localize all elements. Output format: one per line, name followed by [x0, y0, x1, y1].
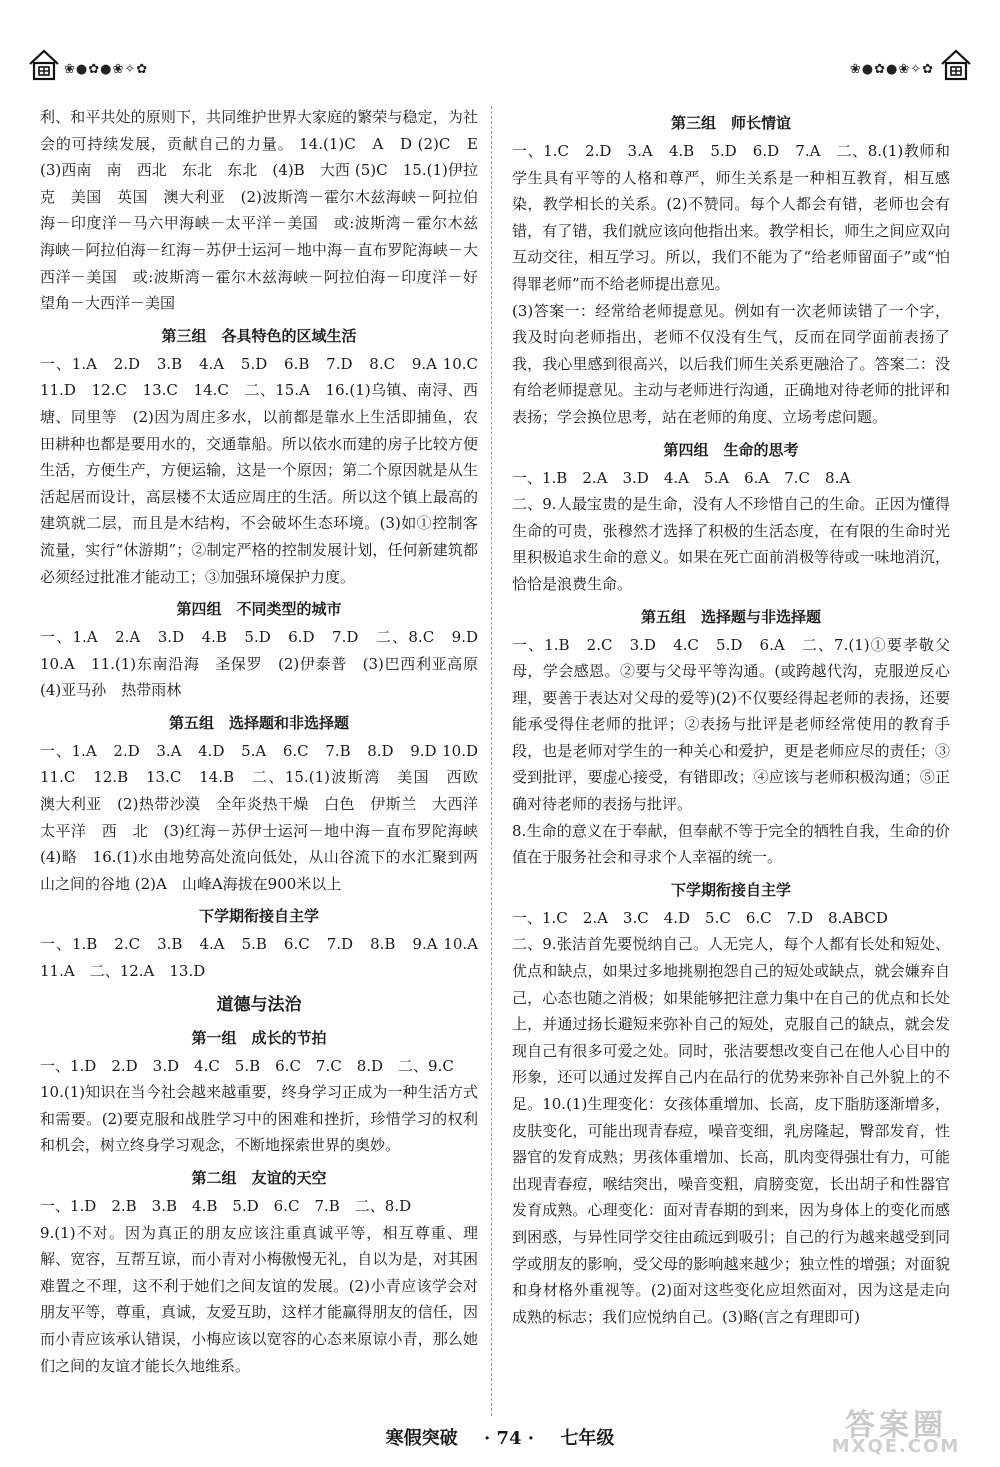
- answer-column-left: [40, 104, 494, 1379]
- answer-paragraph: 8.生命的意义在于奉献，但奉献不等于完全的牺牲自我，生命的价值在于服务社会和寻求个人幸福的统一。: [512, 821, 950, 867]
- section-heading: 第五组 选择题和非选择题: [168, 713, 349, 732]
- answer-paragraph: 一、1.B 2.C 3.B 4.A 5.B 6.C 7.D 8.B 9.A 10.A 11.A 二、12.A 13.D: [40, 935, 494, 981]
- answer-paragraph: 一、1.C 2.D 3.A 4.B 5.D 6.D 7.A 二、8.(1)教师和学生具有平等的人格和尊严，师生关系是一种相互教育，相互感染，教学相长的关系。(2)不赞同。每个人都会有错，老师也会有错，有了错，我们就应该向他指出来。教学相长，师生之间应双向互动交往，相互学习。所以，我们不能为了“给老师留面子”或“怕得罪老师”而不给老师提出意见。: [512, 142, 950, 293]
- column-divider: [491, 106, 492, 1416]
- section-heading: 第一组 成长的节拍: [191, 1028, 327, 1047]
- answer-paragraph: 一、1.A 2.A 3.D 4.B 5.D 6.D 7.D 二、8.C 9.D 10.A 11.(1)东南沿海 圣保罗 (2)伊泰普 (3)巴西利亚高原 (4)亚马孙 热带雨林: [40, 628, 494, 700]
- answer-paragraph: 一、1.B 2.A 3.D 4.A 5.A 6.A 7.C 8.A: [512, 468, 851, 487]
- flower-dots-decoration: ❀●✿●❀✧✿: [849, 62, 934, 77]
- answer-paragraph: 一、1.A 2.D 3.A 4.D 5.A 6.C 7.B 8.D 9.D 10.D 11.C 12.B 13.C 14.B 二、15.(1)波斯湾 美国 西欧 澳大利亚 (2)热带沙漠 全年炎热干燥 白色 伊斯兰 大西洋 太平洋 西 北 (3)红海－苏伊士运河－地中海－直布罗陀海峡 (4)略 16.(1)水由地势高处流向低处，从山谷流下的水汇聚到两山之间的谷地 (2)A 山峰A海拔在900米以上: [40, 741, 494, 893]
- book-title: 寒假突破: [385, 1428, 458, 1449]
- answer-paragraph: 利、和平共处的原则下，共同维护世界大家庭的繁荣与稳定，为社会的可持续发展，贡献自己的力量。 14.(1)C A D (2)C E (3)西南 南 西北 东北 东北 (4)B 大西 (5)C 15.(1)伊拉克 美国 英国 澳大利亚 (2)波斯湾－霍尔木兹海峡－阿拉伯海－印度洋－马六甲海峡－太平洋－美国 或:波斯湾－霍尔木兹海峡－阿拉伯海－红海－苏伊士运河－地中海－直布罗陀海峡－大西洋－美国 或:波斯湾－霍尔木兹海峡－阿拉伯海－印度洋－好望角－大西洋－美国: [40, 108, 494, 313]
- answer-paragraph: 一、1.B 2.C 3.D 4.C 5.D 6.A 二、7.(1)①要孝敬父母，学会感恩。②要与父母平等沟通。(或跨越代沟，克服逆反心理，要善于表达对父母的爱等)(2)不仅要经得起老师的表扬，还要能承受得住老师的批评；②表扬与批评是老师经常使用的教育手段，也是老师对学生的一种关心和爱护，更是老师应尽的责任；③受到批评，要虚心接受，有错即改；④应该与老师积极沟通；⑤正确对待老师的表扬与批评。: [512, 635, 950, 814]
- section-heading: 第二组 友谊的天空: [191, 1169, 327, 1187]
- answer-paragraph: 一、1.D 2.D 3.D 4.C 5.B 6.C 7.C 8.D 二、9.C: [40, 1056, 454, 1075]
- watermark-url: MXQE.COM: [831, 1436, 961, 1457]
- answer-paragraph: 10.(1)知识在当今社会越来越重要，终身学习正成为一种生活方式和需要。(2)要克服和战胜学习中的困难和挫折，珍惜学习的权利和机会，树立终身学习观念，不断地探索世界的奥妙。: [40, 1083, 478, 1155]
- section-heading: 第四组 生命的思考: [663, 440, 799, 459]
- answer-paragraph: 一、1.D 2.B 3.B 4.B 5.D 6.C 7.B 二、8.D: [40, 1197, 412, 1215]
- page-number: · 74 ·: [483, 1428, 535, 1449]
- answer-paragraph: 二、9.人最宝贵的是生命，没有人不珍惜自己的生命。正因为懂得生命的可贵，张穆然才选择了积极的生活态度，在有限的生命时光里积极追求生命的意义。如果在死亡面前消极等待或一味地消沉，恰恰是浪费生命。: [512, 495, 950, 593]
- answer-paragraph: 9.(1)不对。因为真正的朋友应该注重真诚平等，相互尊重、理解、宽容，互帮互谅，而小青对小梅傲慢无礼，自以为是，对其困难置之不理，这不利于她们之间友谊的发展。(2)小青应该学会对朋友平等，尊重，真诚，友爱互助，这样才能赢得朋友的信任，因而小青应该承认错误，小梅应该以宽容的心态来原谅小青，那么她们之间的友谊才能长久地维系。: [40, 1223, 478, 1375]
- answer-paragraph: 一、1.C 2.A 3.C 4.D 5.C 6.C 7.D 8.ABCD: [512, 908, 888, 927]
- house-icon: [28, 48, 60, 82]
- section-heading: 第五组 选择题与非选择题: [640, 607, 821, 626]
- section-heading: 下学期衔接自主学: [198, 907, 319, 926]
- subject-heading: 道德与法治: [216, 994, 302, 1015]
- watermark-text: 答案圈: [845, 1408, 947, 1443]
- watermark-stamp: [806, 1400, 986, 1460]
- section-heading: 第三组 师长情谊: [670, 114, 791, 132]
- flower-dots-decoration: ❀●✿●❀✧✿: [64, 62, 149, 77]
- section-heading: 第四组 不同类型的城市: [176, 600, 342, 619]
- answer-paragraph: 二、9.张洁首先要悦纳自己。人无完人，每个人都有长处和短处、优点和缺点，如果过多地挑剔抱怨自己的短处或缺点，就会嫌弃自己，心态也随之消极；如果能够把注意力集中在自己的优点和长处上，并通过扬长避短来弥补自己的短处，克服自己的缺点，就会发现自己有很多可爱之处。同时，张洁要想改变自己在他人心目中的形象，还可以通过发挥自己内在品行的优势来弥补自己外貌上的不足。10.(1)生理变化：女孩体重增加、长高，皮下脂肪逐渐增多，皮肤变化，可能出现青春痘，噪音变细，乳房隆起，臀部发育，性器官的发育成熟；男孩体重增加、长高，肌肉变得强壮有力，可能出现青春痘，喉结突出，噪音变粗，肩膀变宽，长出胡子和性器官发育成熟。心理变化：面对青春期的到来，因为身体上的变化而感到困惑，与异性同学交往由疏远到吸引；自己的行为越来越受到同学或朋友的影响，受父母的影响越来越少；独立性的增强；对面貌和身材格外重视等。(2)面对这些变化应坦然面对，因为这是走向成熟的标志；我们应悦纳自己。(3)略(言之有理即可): [512, 935, 950, 1326]
- section-heading: 第三组 各具特色的区域生活: [161, 326, 357, 345]
- house-icon: [940, 48, 972, 82]
- answer-paragraph: (3)答案一：经常给老师提意见。例如有一次老师读错了一个字，我及时向老师指出，老师不仅没有生气，反而在同学面前表扬了我，我心里感到很高兴，以后我们师生关系更融洽了。答案二：没有给老师提意见。主动与老师进行沟通，正确地对待老师的批评和表扬；学会换位思考，站在老师的角度、立场考虑问题。: [512, 301, 950, 426]
- section-heading: 下学期衔接自主学: [670, 880, 791, 899]
- header-decoration-right: [832, 42, 972, 90]
- answer-column-right: [512, 104, 950, 1330]
- grade-label: 七年级: [560, 1428, 615, 1449]
- answer-paragraph: 一、1.A 2.D 3.B 4.A 5.D 6.B 7.D 8.C 9.A 10.C 11.D 12.C 13.C 14.C 二、15.A 16.(1)乌镇、南浔、西塘、同里等 (2)因为周庄多水，以前都是靠水上生活即捕鱼，农田耕种也都是要用水的，交通靠船。所以依水而建的房子比较方便生活，方便生产，方便运输，这是一个原因；第二个原因就是从生活起居而设计，高层楼不太适应周庄的生活。所以这个镇上最高的建筑就二层，而且是木结构，不会破坏生态环境。(3)如①控制客流量，实行“休游期”；②制定严格的控制发展计划，任何新建筑都必须经过批准才能动工；③加强环境保护力度。: [40, 354, 494, 586]
